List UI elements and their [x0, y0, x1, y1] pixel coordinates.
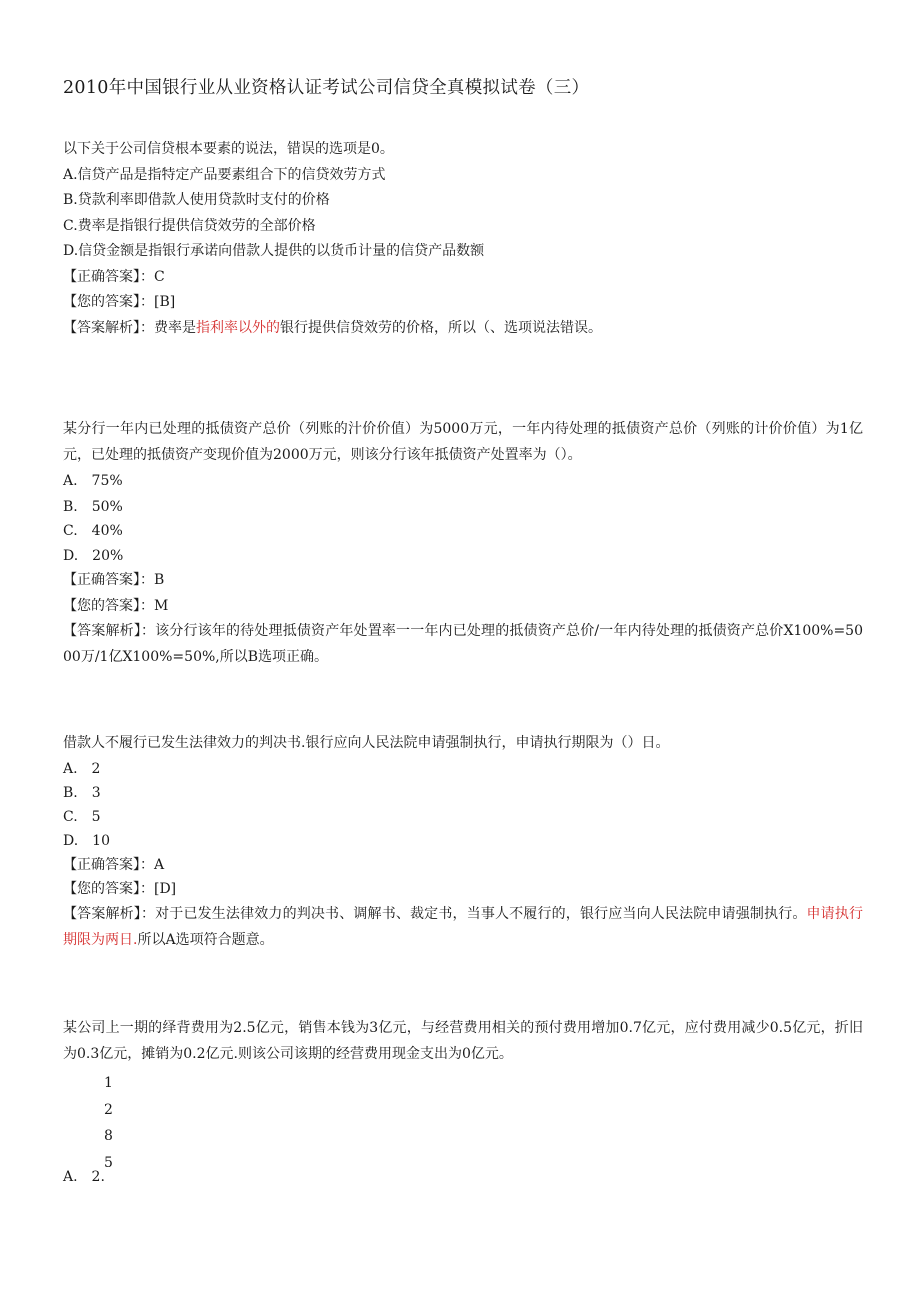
- option-b: B.贷款利率即借款人使用贷款时支付的价格: [63, 192, 330, 208]
- question-3: [63, 731, 863, 953]
- analysis-text: 【答案解析】：费率是: [63, 319, 196, 336]
- option-c: C. 40%: [63, 523, 123, 539]
- question-2: [63, 417, 863, 670]
- answer-analysis: [63, 902, 863, 953]
- option-digit: 2: [104, 1101, 113, 1118]
- analysis-highlight: 指利率以外的: [196, 319, 280, 336]
- correct-answer: 【正确答案】：A: [63, 856, 165, 873]
- option-c: C. 5: [63, 808, 101, 825]
- option-digit-list: [104, 1070, 113, 1176]
- your-answer: 【您的答案】：[B]: [63, 294, 176, 310]
- question-4: [63, 1016, 863, 1067]
- correct-answer: 【正确答案】：C: [63, 268, 165, 285]
- option-a: A. 75%: [63, 473, 123, 489]
- answer-analysis: [63, 316, 863, 342]
- option-a-partial: A. 2.: [63, 1169, 105, 1185]
- option-a: A.信贷产品是指特定产品要素组合下的信贷效劳方式: [63, 166, 386, 183]
- option-digit: 1: [104, 1075, 113, 1091]
- analysis-highlight: 申请执行期限为两日.: [63, 906, 863, 948]
- your-answer: 【您的答案】：[D]: [63, 880, 177, 897]
- option-d: D.信贷金额是指银行承诺向借款人提供的以货币计量的信贷产品数额: [63, 243, 485, 259]
- option-digit: 5: [104, 1154, 113, 1171]
- option-d: D. 10: [63, 832, 110, 849]
- option-d: D. 20%: [63, 547, 124, 564]
- option-digit: 8: [104, 1128, 113, 1144]
- analysis-text: 银行提供信贷效劳的价格，所以（、选项说法错误。: [280, 319, 602, 336]
- question-stem: 某分行一年内已处理的抵债资产总价（列账的汁价价值）为5000万元，一年内待处理的抵债资产总价（列账的计价价值）为1亿元，已处理的抵债资产变现价值为2000万元，则该分行该年抵债资产处置率为（）。: [63, 421, 863, 463]
- page-title: 2010年中国银行业从业资格认证考试公司信贷全真模拟试卷（三）: [63, 78, 590, 98]
- question-1: [63, 137, 863, 341]
- analysis-text: 【答案解析】：对于已发生法律效力的判决书、调解书、裁定书，当事人不履行的，银行应当向人民法院申请强制执行。: [63, 906, 807, 922]
- question-stem: 某公司上一期的绎背费用为2.5亿元，销售本钱为3亿元，与经营费用相关的预付费用增加0.7亿元，应付费用减少0.5亿元，折旧为0.3亿元，摊销为0.2亿元.则该公司该期的经营费用现金支出为0亿元。: [63, 1020, 863, 1062]
- correct-answer: 【正确答案】：B: [63, 572, 165, 588]
- option-b: B. 50%: [63, 498, 123, 515]
- option-a: A. 2: [63, 760, 101, 777]
- question-stem: 借款人不履行已发生法律效力的判决书.银行应向人民法院申请强制执行，申请执行期限为（）日。: [63, 735, 670, 751]
- option-b: B. 3: [63, 784, 101, 801]
- option-c: C.费率是指银行提供信贷效劳的全部价格: [63, 217, 316, 234]
- answer-analysis: 【答案解析】：该分行该年的待处理抵债资产年处置率一一年内已处理的抵债资产总价/一年内待处理的抵债资产总价X100%=5000万/1亿X100%=50%,所以B选项正确。: [63, 623, 863, 665]
- question-stem: 以下关于公司信贷根本要素的说法，错误的选项是0。: [63, 141, 394, 157]
- your-answer: 【您的答案】：M: [63, 597, 169, 614]
- analysis-text: 所以A选项符合题意。: [137, 931, 274, 948]
